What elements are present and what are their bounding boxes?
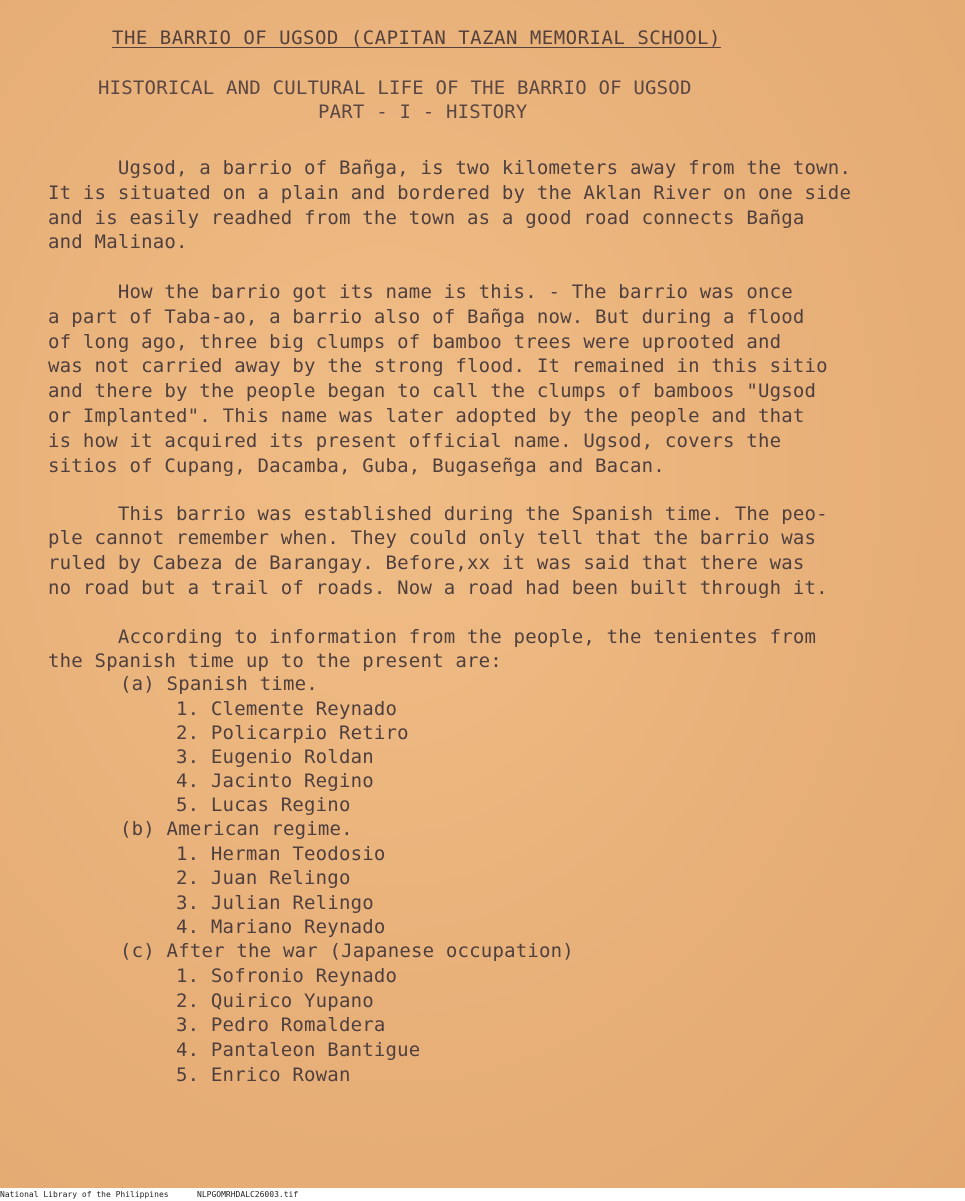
list-item: 3. Julian Relingo — [176, 892, 374, 914]
paragraph-1-line: and is easily readhed from the town as a good road connects Bañga — [48, 207, 805, 229]
paragraph-1-line: and Malinao. — [48, 231, 188, 253]
list-item: 5. Lucas Regino — [176, 794, 351, 816]
paragraph-1-line: It is situated on a plain and bordered by the Aklan River on one side — [48, 182, 852, 204]
list-item: 4. Mariano Reynado — [176, 916, 386, 938]
list-item: 2. Policarpio Retiro — [176, 722, 409, 744]
paragraph-2-line: is how it acquired its present official name. Ugsod, covers the — [48, 430, 782, 452]
list-item: 3. Eugenio Roldan — [176, 746, 374, 768]
paragraph-2-line: How the barrio got its name is this. - The barrio was once — [48, 281, 793, 303]
paragraph-3-line: ple cannot remember when. They could only tell that the barrio was — [48, 527, 817, 549]
list-item: 4. Jacinto Regino — [176, 770, 374, 792]
paragraph-4-line: According to information from the people, the tenientes from — [48, 626, 817, 648]
document-title: THE BARRIO OF UGSOD (CAPITAN TAZAN MEMORIAL SCHOOL) — [112, 27, 721, 49]
paragraph-4-line: the Spanish time up to the present are: — [48, 650, 502, 672]
paragraph-2-line: was not carried away by the strong flood. It remained in this sitio — [48, 355, 828, 377]
list-group-label: (c) After the war (Japanese occupation) — [120, 940, 574, 962]
part-heading: PART - I - HISTORY — [318, 101, 528, 123]
list-item: 1. Clemente Reynado — [176, 698, 398, 720]
list-item: 1. Sofronio Reynado — [176, 965, 398, 987]
footer-library-label: National Library of the Philippines — [0, 1190, 169, 1199]
list-item: 3. Pedro Romaldera — [176, 1014, 386, 1036]
paragraph-3-line: no road but a trail of roads. Now a road had been built through it. — [48, 577, 828, 599]
list-item: 2. Juan Relingo — [176, 867, 351, 889]
list-item: 2. Quirico Yupano — [176, 990, 374, 1012]
paragraph-2-line: and there by the people began to call the clumps of bamboos "Ugsod — [48, 380, 817, 402]
list-group-label: (a) Spanish time. — [120, 673, 318, 695]
list-item: 4. Pantaleon Bantigue — [176, 1039, 421, 1061]
paragraph-2-line: sitios of Cupang, Dacamba, Guba, Bugaseñga and Bacan. — [48, 455, 665, 477]
scan-footer — [0, 1188, 965, 1201]
list-group-label: (b) American regime. — [120, 818, 353, 840]
paragraph-1-line: Ugsod, a barrio of Bañga, is two kilometers away from the town. — [48, 157, 852, 179]
paragraph-2-line: a part of Taba-ao, a barrio also of Bañga now. But during a flood — [48, 306, 805, 328]
section-heading: HISTORICAL AND CULTURAL LIFE OF THE BARRIO OF UGSOD — [98, 77, 692, 99]
paragraph-2-line: or Implanted". This name was later adopted by the people and that — [48, 405, 805, 427]
list-item: 5. Enrico Rowan — [176, 1064, 351, 1086]
list-item: 1. Herman Teodosio — [176, 843, 386, 865]
paragraph-2-line: of long ago, three big clumps of bamboo trees were uprooted and — [48, 331, 782, 353]
paragraph-3-line: This barrio was established during the Spanish time. The peo- — [48, 503, 828, 525]
footer-file-name: NLPGOMRHDALC26003.tif — [197, 1190, 299, 1199]
paragraph-3-line: ruled by Cabeza de Barangay. Before,xx it was said that there was — [48, 552, 805, 574]
